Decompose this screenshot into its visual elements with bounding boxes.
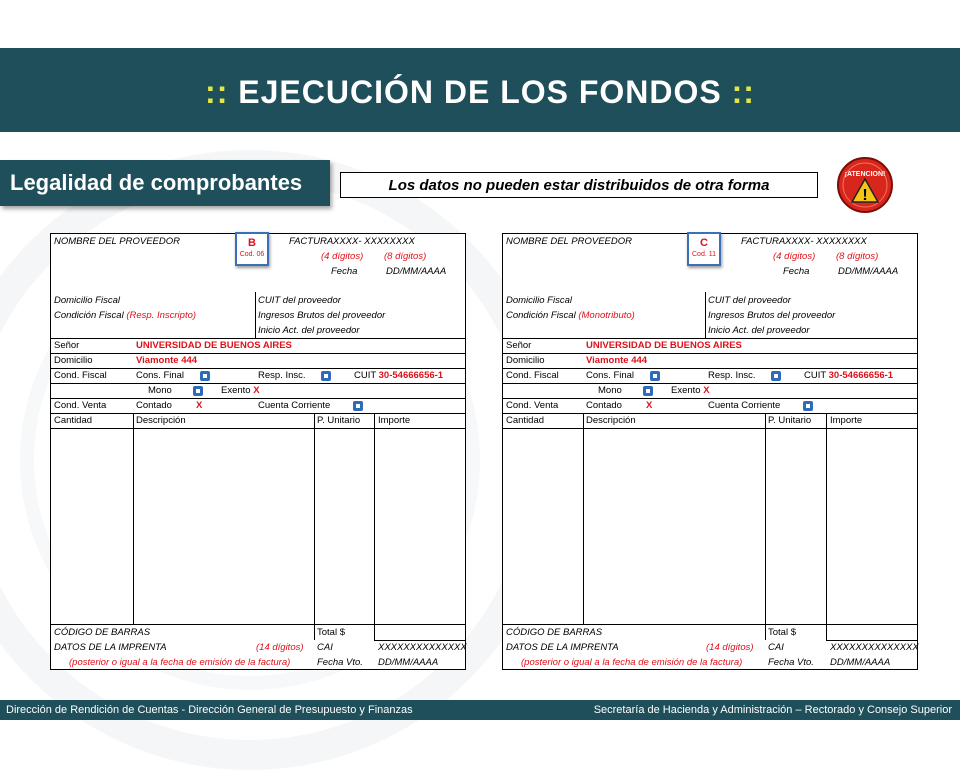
- divider: [826, 640, 917, 641]
- descripcion-header: Descripción: [136, 415, 186, 426]
- cai-value: XXXXXXXXXXXXXX: [378, 642, 467, 653]
- fecha-vto-label: Fecha Vto.: [768, 657, 814, 668]
- fecha-label: Fecha: [783, 266, 810, 277]
- domicilio-fiscal: Domicilio Fiscal: [506, 295, 572, 306]
- mono-label: Mono: [598, 385, 622, 396]
- mono-checkbox[interactable]: [193, 386, 203, 396]
- divider: [765, 413, 766, 640]
- mono-checkbox[interactable]: [643, 386, 653, 396]
- proveedor-label: NOMBRE DEL PROVEEDOR: [506, 236, 632, 247]
- divider: [374, 640, 465, 641]
- total-label: Total $: [768, 627, 796, 638]
- divider: [503, 368, 917, 369]
- footer-bar: [0, 700, 960, 720]
- exento-field: Exento X: [671, 385, 710, 396]
- digits8-note: (8 dígitos): [836, 251, 879, 262]
- resp-insc-label: Resp. Insc.: [708, 370, 756, 381]
- top-strip: [0, 0, 960, 48]
- divider: [583, 413, 584, 624]
- inicio-actividades: Inicio Act. del proveedor: [258, 325, 360, 336]
- factura-number: XXXX- XXXXXXXX: [333, 236, 415, 247]
- invoice-c: [502, 233, 918, 670]
- cons-final-label: Cons. Final: [136, 370, 185, 381]
- cuit-proveedor: CUIT del proveedor: [258, 295, 341, 306]
- divider: [51, 428, 465, 429]
- divider: [133, 413, 134, 624]
- notice-box: Los datos no pueden estar distribuidos de otra forma: [340, 172, 818, 198]
- digits8-note: (8 dígitos): [384, 251, 427, 262]
- divider: [51, 624, 465, 625]
- total-label: Total $: [317, 627, 345, 638]
- digits4-note: (4 dígitos): [773, 251, 816, 262]
- domicilio-label: Domicilio: [506, 355, 545, 366]
- senor-label: Señor: [54, 340, 80, 351]
- fecha-value: DD/MM/AAAA: [386, 266, 447, 277]
- divider: [314, 413, 315, 640]
- factura-number: XXXX- XXXXXXXX: [785, 236, 867, 247]
- cons-final-checkbox[interactable]: [200, 371, 210, 381]
- cai-label: CAI: [317, 642, 333, 653]
- invoice-code: Cod. 06: [239, 251, 265, 258]
- inicio-actividades: Inicio Act. del proveedor: [708, 325, 810, 336]
- cuenta-corriente-checkbox[interactable]: [803, 401, 813, 411]
- cond-venta-label: Cond. Venta: [506, 400, 559, 411]
- senor-label: Señor: [506, 340, 532, 351]
- condicion-fiscal: Condición Fiscal (Resp. Inscripto): [54, 310, 197, 321]
- divider: [51, 413, 465, 414]
- divider: [503, 353, 917, 354]
- cons-final-label: Cons. Final: [586, 370, 635, 381]
- divider: [374, 413, 375, 640]
- contado-label: Contado: [586, 400, 622, 411]
- invoice-letter: B: [248, 237, 256, 249]
- datos-imprenta-label: DATOS DE LA IMPRENTA: [506, 642, 619, 653]
- digits14-note: (14 dígitos): [256, 642, 304, 653]
- domicilio-value: Viamonte 444: [586, 355, 648, 366]
- condicion-fiscal: Condición Fiscal (Monotributo): [506, 310, 635, 321]
- warning-mark: !: [862, 187, 868, 204]
- ingresos-brutos: Ingresos Brutos del proveedor: [708, 310, 836, 321]
- cuit-field: CUIT 30-54666656-1: [804, 370, 894, 381]
- section-label: Legalidad de comprobantes: [0, 160, 330, 206]
- cantidad-header: Cantidad: [54, 415, 93, 426]
- invoice-letter: C: [700, 237, 708, 249]
- digits14-note: (14 dígitos): [706, 642, 754, 653]
- domicilio-label: Domicilio: [54, 355, 93, 366]
- posterior-note: (posterior o igual a la fecha de emisión de la factura): [521, 657, 743, 668]
- descripcion-header: Descripción: [586, 415, 636, 426]
- cuenta-corriente-checkbox[interactable]: [353, 401, 363, 411]
- codigo-barras-label: CÓDIGO DE BARRAS: [54, 627, 151, 638]
- contado-mark: X: [646, 400, 653, 411]
- page-title: [0, 48, 960, 132]
- fecha-vto-value: DD/MM/AAAA: [378, 657, 439, 668]
- factura-label: FACTURA: [289, 236, 334, 247]
- divider: [826, 413, 827, 640]
- exento-field: Exento X: [221, 385, 260, 396]
- resp-insc-label: Resp. Insc.: [258, 370, 306, 381]
- title-text: EJECUCIÓN DE LOS FONDOS: [238, 74, 722, 110]
- divider: [503, 428, 917, 429]
- cantidad-header: Cantidad: [506, 415, 545, 426]
- divider: [503, 383, 917, 384]
- posterior-note: (posterior o igual a la fecha de emisión de la factura): [69, 657, 291, 668]
- domicilio-fiscal: Domicilio Fiscal: [54, 295, 120, 306]
- title-colons-left: ::: [205, 74, 229, 110]
- contado-label: Contado: [136, 400, 172, 411]
- cond-venta-label: Cond. Venta: [54, 400, 107, 411]
- footer-right-text: Secretaría de Hacienda y Administración – Rectorado y Consejo Superior: [593, 704, 952, 716]
- divider: [255, 292, 256, 338]
- invoice-code: Cod. 11: [692, 251, 716, 258]
- importe-header: Importe: [378, 415, 411, 426]
- divider: [503, 398, 917, 399]
- footer-left-text: Dirección de Rendición de Cuentas - Dirección General de Presupuesto y Finanzas: [6, 704, 413, 716]
- cuit-proveedor: CUIT del proveedor: [708, 295, 791, 306]
- senor-value: UNIVERSIDAD DE BUENOS AIRES: [586, 340, 742, 351]
- invoice-letter-badge: [687, 232, 721, 266]
- codigo-barras-label: CÓDIGO DE BARRAS: [506, 627, 603, 638]
- digits4-note: (4 dígitos): [321, 251, 364, 262]
- contado-mark: X: [196, 400, 203, 411]
- cuenta-corriente-label: Cuenta Corriente: [258, 400, 331, 411]
- cons-final-checkbox[interactable]: [650, 371, 660, 381]
- invoice-letter-badge: [235, 232, 269, 266]
- invoice-b: [50, 233, 466, 670]
- importe-header: Importe: [830, 415, 863, 426]
- cai-value: XXXXXXXXXXXXXX: [830, 642, 919, 653]
- divider: [51, 383, 465, 384]
- warning-icon: [836, 156, 894, 214]
- fecha-value: DD/MM/AAAA: [838, 266, 899, 277]
- divider: [503, 338, 917, 339]
- warning-text: ¡ATENCION!: [844, 171, 886, 178]
- ingresos-brutos: Ingresos Brutos del proveedor: [258, 310, 386, 321]
- p-unitario-header: P. Unitario: [317, 415, 361, 426]
- title-colons-right: ::: [731, 74, 755, 110]
- divider: [503, 624, 917, 625]
- resp-insc-checkbox[interactable]: [771, 371, 781, 381]
- cai-label: CAI: [768, 642, 784, 653]
- cuit-field: CUIT 30-54666656-1: [354, 370, 444, 381]
- domicilio-value: Viamonte 444: [136, 355, 198, 366]
- cond-fiscal-label: Cond. Fiscal: [54, 370, 107, 381]
- mono-label: Mono: [148, 385, 172, 396]
- p-unitario-header: P. Unitario: [768, 415, 812, 426]
- divider: [51, 368, 465, 369]
- fecha-vto-value: DD/MM/AAAA: [830, 657, 891, 668]
- divider: [51, 338, 465, 339]
- divider: [51, 353, 465, 354]
- proveedor-label: NOMBRE DEL PROVEEDOR: [54, 236, 180, 247]
- divider: [705, 292, 706, 338]
- divider: [51, 398, 465, 399]
- divider: [503, 413, 917, 414]
- datos-imprenta-label: DATOS DE LA IMPRENTA: [54, 642, 167, 653]
- factura-label: FACTURA: [741, 236, 786, 247]
- fecha-vto-label: Fecha Vto.: [317, 657, 363, 668]
- cuenta-corriente-label: Cuenta Corriente: [708, 400, 781, 411]
- senor-value: UNIVERSIDAD DE BUENOS AIRES: [136, 340, 292, 351]
- fecha-label: Fecha: [331, 266, 358, 277]
- resp-insc-checkbox[interactable]: [321, 371, 331, 381]
- cond-fiscal-label: Cond. Fiscal: [506, 370, 559, 381]
